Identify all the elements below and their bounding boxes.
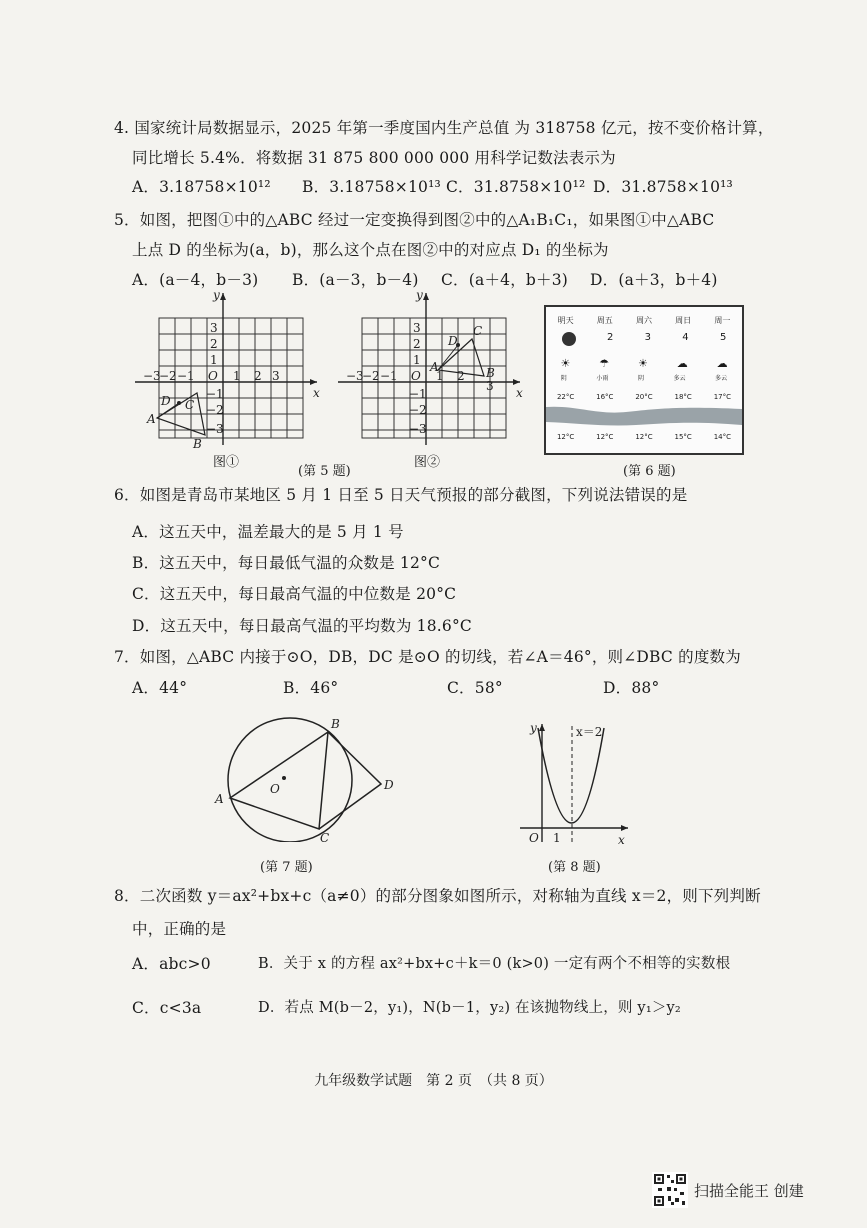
svg-text:2: 2 [413,337,421,351]
figure-5-1 [135,285,335,455]
svg-text:−1: −1 [177,369,195,383]
cloud-icon: ☁ [676,357,688,370]
sun-icon: ☀ [560,357,571,370]
svg-text:1: 1 [210,353,218,367]
weather-day-4: 周日 [675,316,692,325]
svg-text:−1: −1 [206,387,224,401]
scanner-text: 扫描全能王 创建 [694,1181,804,1200]
svg-text:−1: −1 [380,369,398,383]
svg-text:B: B [193,437,202,451]
svg-text:D: D [384,778,394,792]
weather-date-5: 5 [719,332,727,343]
svg-text:y: y [416,288,423,302]
svg-text:3: 3 [413,321,421,335]
q7-line-1: 7．如图，△ABC 内接于⊙O，DB，DC 是⊙O 的切线，若∠A＝46°，则∠DBC 的度数为 [114,648,741,666]
q4-line-1: 4. 国家统计局数据显示，2025 年第一季度国内生产总值 为 318758 亿元，按不变价格计算， [114,119,774,137]
q7-option-d: D．88° [603,679,660,697]
q4-option-d: D．31.8758×10¹³ [593,178,733,196]
weather-day-1: 明天 [557,316,574,325]
svg-text:2: 2 [254,369,262,383]
q7-option-c: C．58° [447,679,503,697]
svg-text:C: C [185,398,195,412]
q6-option-c: C．这五天中，每日最高气温的中位数是 20°C [132,585,457,603]
q5-option-c: C．(a＋4，b＋3) [441,271,569,289]
q4-option-b: B．3.18758×10¹³ [302,178,441,196]
q5-option-d: D．(a＋3，b＋4) [590,271,718,289]
svg-text:O: O [208,369,218,383]
svg-text:−2: −2 [362,369,380,383]
svg-text:O: O [411,369,421,383]
svg-text:A: A [147,412,156,426]
scanner-watermark [652,1172,804,1208]
svg-text:B: B [486,366,495,380]
svg-text:1: 1 [233,369,241,383]
svg-text:−2: −2 [206,403,224,417]
weather-low-5: 14°C [713,433,731,441]
svg-text:−2: −2 [409,403,427,417]
q6-option-b: B．这五天中，每日最低气温的众数是 12°C [132,554,441,572]
figure-5-2 [338,285,528,455]
svg-text:x: x [516,386,523,400]
svg-text:−2: −2 [159,369,177,383]
weather-day-2: 周五 [596,316,613,325]
qr-code-icon [652,1172,688,1208]
weather-day-5: 周一 [714,316,731,325]
weather-high-2: 16°C [596,393,614,401]
svg-text:−1: −1 [409,387,427,401]
axis-of-symmetry-label: x＝2 [576,725,603,739]
svg-text:−3: −3 [206,422,224,436]
q6-line-1: 6．如图是青岛市某地区 5 月 1 日至 5 日天气预报的部分截图，下列说法错误的是 [114,486,688,504]
weather-high-1: 22°C [556,393,575,401]
weather-high-4: 18°C [674,393,692,401]
q4-option-c: C．31.8758×10¹² [446,178,586,196]
moon-icon [562,332,576,346]
svg-text:−3: −3 [346,369,364,383]
q7-caption: (第 7 题) [260,860,313,875]
q4-option-a: A．3.18758×10¹² [132,178,271,196]
q6-option-a: A．这五天中，温差最大的是 5 月 1 号 [132,523,404,541]
q6-option-d: D．这五天中，每日最高气温的平均数为 18.6°C [132,617,472,635]
q6-caption: (第 6 题) [623,464,676,479]
q8-option-a: A．abc>0 [132,955,211,973]
figure-5-1-label: 图① [213,455,240,470]
q5-line-1: 5．如图，把图①中的△ABC 经过一定变换得到图②中的△A₁B₁C₁，如果图①中△ABC [114,211,715,229]
svg-text:2: 2 [210,337,218,351]
page-footer: 九年级数学试题 第 2 页 （共 8 页） [314,1073,553,1089]
weather-day-3: 周六 [635,316,652,325]
weather-high-5: 17°C [713,393,731,401]
svg-text:3: 3 [272,369,280,383]
svg-text:C: C [473,324,483,338]
weather-low-1: 12°C [556,433,575,441]
figure-5-2-label: 图② [414,455,441,470]
weather-cond-3: 阴 [637,375,644,382]
svg-text:2: 2 [457,369,465,383]
svg-text:3: 3 [486,379,494,393]
svg-text:A: A [215,792,224,806]
temperature-band [546,403,742,429]
weather-screenshot [544,305,744,455]
weather-cond-4: 多云 [673,375,686,382]
q8-option-b: B．关于 x 的方程 ax²+bx+c＋k＝0 (k>0) 一定有两个不相等的实数根 [258,956,731,972]
rain-icon: ☂ [599,357,610,370]
q7-option-a: A．44° [132,679,188,697]
cloud-icon: ☁ [716,357,728,370]
q5-option-b: B．(a－3，b－4) [292,271,419,289]
svg-text:B: B [331,717,340,731]
svg-text:1: 1 [436,369,444,383]
weather-date-2: 2 [606,332,614,343]
svg-text:1: 1 [553,831,561,845]
q4-line-2: 同比增长 5.4%．将数据 31 875 800 000 000 用科学记数法表示为 [132,149,616,167]
q8-caption: (第 8 题) [548,860,601,875]
svg-text:C: C [320,831,330,842]
svg-text:y: y [530,721,537,735]
svg-text:−3: −3 [409,422,427,436]
weather-cond-2: 小雨 [596,375,609,382]
svg-text:A: A [430,360,439,374]
svg-text:3: 3 [210,321,218,335]
svg-text:O: O [270,782,280,796]
weather-date-4: 4 [682,332,689,343]
sun-icon: ☀ [637,357,648,370]
figure-7 [205,712,405,842]
svg-text:D: D [161,394,171,408]
q8-line-1: 8．二次函数 y＝ax²+bx+c（a≠0）的部分图象如图所示，对称轴为直线 x＝2，则下列判断 [114,887,761,905]
weather-low-4: 15°C [674,433,692,441]
svg-text:D: D [448,334,458,348]
svg-text:y: y [213,288,220,302]
q5-option-a: A．(a－4，b－3) [132,271,259,289]
weather-cond-1: 阴 [560,375,567,382]
q8-line-2: 中，正确的是 [132,920,227,938]
svg-text:1: 1 [413,353,421,367]
q5-line-2: 上点 D 的坐标为(a，b)，那么这个点在图②中的对应点 D₁ 的坐标为 [132,241,609,259]
svg-text:O: O [529,831,539,845]
figure-8 [516,718,636,846]
weather-date-3: 3 [644,332,651,343]
weather-high-3: 20°C [635,393,653,401]
q5-caption: (第 5 题) [298,464,351,479]
svg-text:x: x [618,833,625,846]
svg-text:x: x [313,386,320,400]
weather-low-3: 12°C [635,433,653,441]
q7-option-b: B．46° [283,679,339,697]
svg-text:−3: −3 [143,369,161,383]
q8-option-d: D．若点 M(b－2，y₁)，N(b－1，y₂) 在该抛物线上，则 y₁＞y₂ [258,1000,681,1016]
weather-cond-5: 多云 [715,375,728,382]
q8-option-c: C．c<3a [132,999,202,1017]
weather-low-2: 12°C [596,433,614,441]
